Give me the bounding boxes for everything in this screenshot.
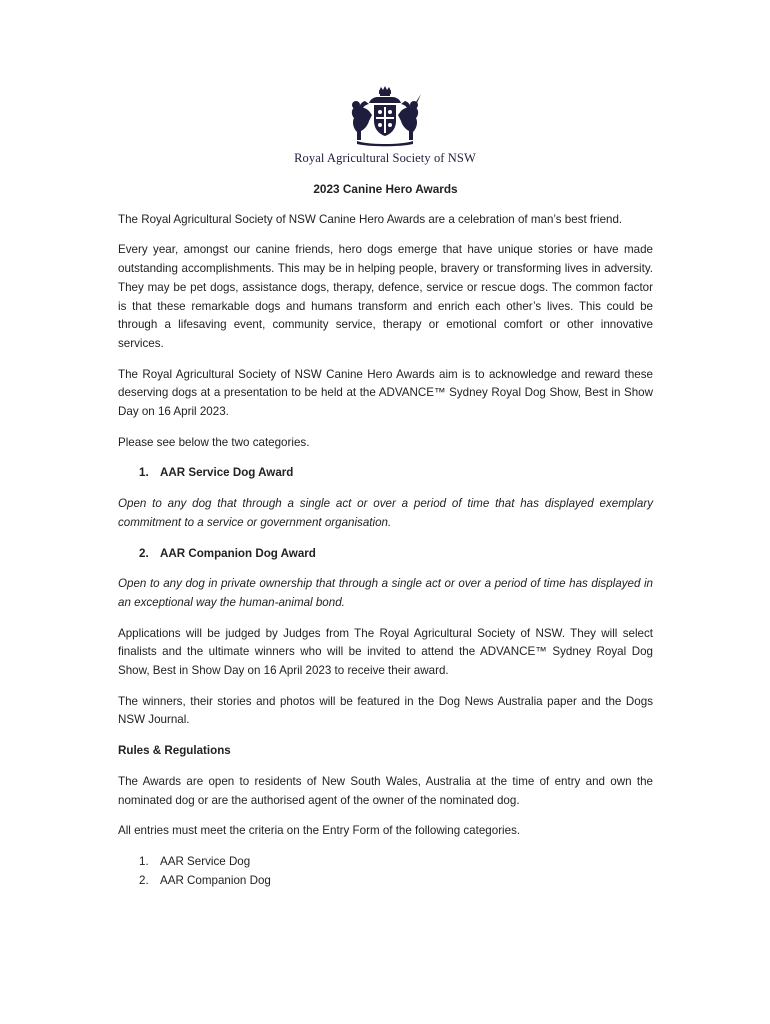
category-heading [118,464,653,483]
list-number: 1. [139,854,149,868]
category-name: AAR Service Dog Award [160,466,294,480]
list-label: AAR Service Dog [160,854,251,868]
category-description: Open to any dog in private ownership that through a single act or over a period of time has displayed in an exceptional way the human-animal bond. [118,577,653,609]
entries-criteria-paragraph: All entries must meet the criteria on the Entry Form of the following categories. [118,824,521,838]
intro-paragraph: The Royal Agricultural Society of NSW Canine Hero Awards are a celebration of man’s best friend. [118,212,623,226]
eligibility-paragraph: The Awards are open to residents of New South Wales, Australia at the time of entry and own the nominated dog or are the authorised agent of the owner of the nominated dog. [118,774,653,807]
list-number: 2. [139,873,149,887]
organisation-name: Royal Agricultural Society of NSW [294,151,476,165]
category-name: AAR Companion Dog Award [160,546,316,560]
aim-paragraph: The Royal Agricultural Society of NSW Canine Hero Awards aim is to acknowledge and reward these deserving dogs at a presentation to be held at the ADVANCE™ Sydney Royal Dog Show, Best in Show Day on 16 April 2023. [118,367,653,419]
rules-heading: Rules & Regulations [118,744,231,758]
coat-of-arms-icon [345,85,425,147]
list-label: AAR Companion Dog [160,873,271,887]
document-body [118,180,653,890]
categories-intro: Please see below the two categories. [118,435,310,449]
list-item [118,872,653,891]
winners-paragraph: The winners, their stories and photos will be featured in the Dog News Australia paper and the Dogs NSW Journal. [118,694,653,727]
category-heading [118,545,653,564]
judging-paragraph: Applications will be judged by Judges from The Royal Agricultural Society of NSW. They will select finalists and the ultimate winners who will be invited to attend the ADVANCE™ Sydney Royal Dog Show, Best in Show Day on 16 April 2023 to receive their award. [118,626,653,678]
organisation-logo [289,85,481,169]
document-title: 2023 Canine Hero Awards [313,182,458,196]
description-paragraph: Every year, amongst our canine friends, hero dogs emerge that have unique stories or have made outstanding accomplishments. This may be in helping people, bravery or transforming lives in adversity. They may be pet dogs, assistance dogs, therapy, defence, service or rescue dogs. The common factor is that these remarkable dogs and humans transform and enrich each other’s lives. This could be through a lifesaving event, community service, therapy or emotional comfort or other innovative services. [118,243,653,350]
category-number: 2. [139,546,149,560]
category-number: 1. [139,466,149,480]
category-description: Open to any dog that through a single act or over a period of time that has displayed exemplary commitment to a service or government organisation. [118,497,653,529]
list-item [118,853,653,872]
